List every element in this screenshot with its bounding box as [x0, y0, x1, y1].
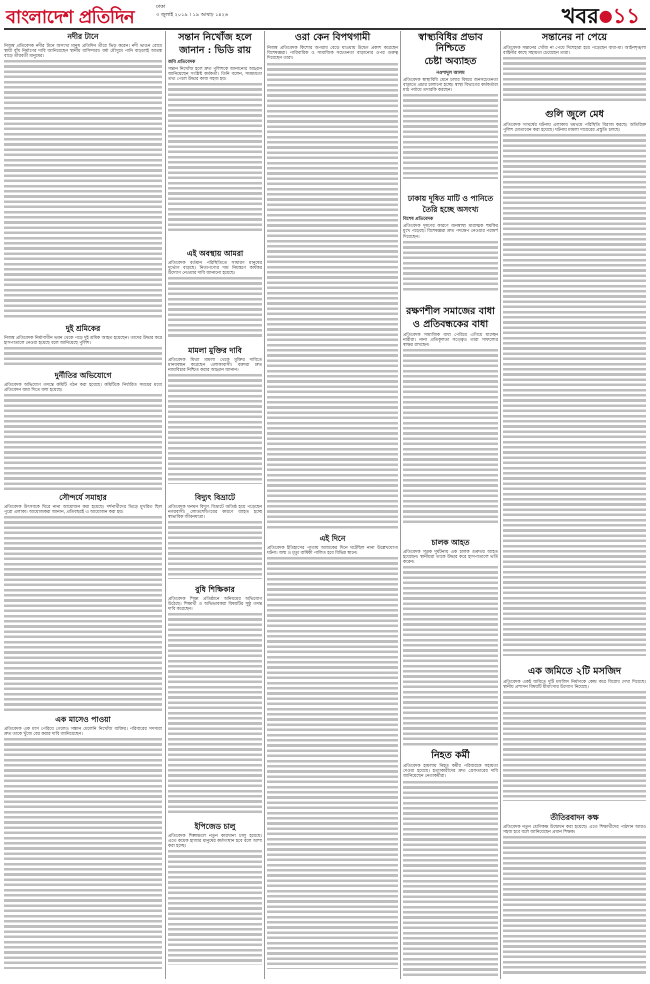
byline: নওশাদুল আলম [436, 70, 465, 76]
article-titir [503, 812, 646, 979]
column-divider [500, 31, 501, 979]
article-body: নিজস্ব প্রতিবেদক নির্মাণাধীন ভবন থেকে পড়ে দুই শ্রমিক আহত হয়েছেন। তাদের উদ্ধার করে হাসপাতালে নেওয়া হয়েছে বলে জানিয়েছে পুলিশ। [4, 335, 162, 346]
column-3 [267, 31, 398, 979]
headline: গুলি জুলে মেধ [545, 109, 604, 120]
body-text-block [403, 566, 498, 746]
subheadline: চেষ্টা অব্যাহত [424, 55, 477, 67]
masthead [0, 0, 650, 28]
headline: ওরা কেন বিপথগামী [294, 32, 371, 43]
article-dui-sramik [4, 323, 162, 368]
headline: সৌন্দর্যে সমাহার [59, 493, 107, 502]
body-text-block [267, 63, 398, 531]
article-body: নিজস্ব প্রতিবেদক কিশোর অপরাধ বেড়ে যাওয়ায় উদ্বেগ প্রকাশ করেছেন বিশেষজ্ঞরা। পারিবারিক ও সামাজিক সচেতনতা বাড়ানোর ওপর গুরুত্ব দিয়েছেন তারা। [267, 45, 398, 62]
byline: বিশেষ প্রতিবেদক [403, 217, 434, 223]
article-chalak [403, 537, 498, 747]
headline: সন্তানের না পেয়ে [541, 32, 608, 43]
body-text-block [4, 347, 162, 368]
body-text-block [503, 836, 646, 976]
article-sthaniyoder [403, 31, 498, 191]
article-santan-nikhonj [168, 31, 262, 246]
column-5 [503, 31, 646, 979]
column-1 [4, 31, 162, 979]
article-bonder-biruddhe [4, 370, 162, 490]
article-guli-jhulon [503, 108, 646, 663]
column-4 [403, 31, 498, 979]
article-ei-dine [267, 533, 398, 975]
headline: সন্তান নিখোঁজ হলে [178, 32, 252, 43]
article-body: প্রতিবেদক উৎসবকে ঘিরে নানা আয়োজন করা হয়েছে। দর্শনার্থীদের ভিড়ে মুখরিত ছিল পুরো এলাকা। আয়োজকরা জানান, প্রতিবছরই এ আয়োজন করা হয়। [4, 504, 162, 515]
headline: এই অবস্থায় আমরা [186, 249, 244, 258]
body-text-block [503, 57, 646, 101]
headline: দুই শ্রমিকের [65, 324, 101, 333]
headline: স্বাস্থ্যবিধির প্রভাব নিশ্চিতে [418, 32, 483, 54]
headline: এক জমিতে ২টি মসজিদ [527, 666, 622, 677]
headline: চালক আহত [431, 538, 470, 547]
body-text-block [267, 557, 398, 969]
body-text-block [4, 60, 162, 318]
body-text-block [403, 781, 498, 976]
article-dhaka-doshe [403, 193, 498, 303]
headline: তীতিরবাদন কক্ষ [550, 813, 599, 822]
body-text-block [403, 241, 498, 291]
article-body: প্রতিবেদক শিক্ষা প্রতিষ্ঠানে অনিয়মের অভিযোগ উঠেছে। শিক্ষার্থী ও অভিভাবকরা বিষয়টির সুষ্ঠু তদন্ত দাবি করেছেন। [168, 596, 262, 613]
article-body: প্রতিবেদক সংঘর্ষের ঘটনায় এলাকায় থমথমে পরিস্থিতি বিরাজ করছে। অতিরিক্ত পুলিশ মোতায়েন করা হয়েছে। ঘটনায় মামলা দায়েরের প্রস্তুতি চলছে। [503, 122, 646, 134]
subheadline: তৈরি হচ্ছে অসংখ্য [422, 204, 479, 214]
body-text-block [168, 374, 262, 484]
article-body: প্রতিবেদক একই জমিতে দুটি মসজিদ নির্মাণকে কেন্দ্র করে বিরোধ দেখা দিয়েছে। স্থানীয় প্রশাসন বিষয়টি মীমাংসার উদ্যোগ নিয়েছে। [503, 679, 646, 691]
article-ipn [168, 821, 262, 971]
body-text-block [4, 516, 162, 711]
headline: এক মাসেও পাওয়া [55, 715, 111, 724]
headline: ঢাকায় দূষিত মাটি ও পানিতে [407, 194, 494, 203]
article-mamla-mukti [168, 345, 262, 490]
article-body: প্রতিবেদক সামাজিক বাধা পেরিয়ে এগিয়ে যাচ্ছেন নারীরা। নানা প্রতিকূলতা সত্ত্বেও তারা সাফল্যের স্বাক্ষর রাখছেন। [403, 332, 498, 349]
issue-date: ৩ জুলাই ২০১৯ । ১৯ আষাঢ় ১৪২৬ [156, 12, 229, 18]
headline: নিহত কর্মী [431, 750, 470, 761]
article-body: সন্তান নিখোঁজ হলে দ্রুত পুলিশকে জানানোর আহ্বান জানিয়েছেন সংশ্লিষ্ট কর্মকর্তা। তিনি বলেন, সময়মতো তথ্য পেলে উদ্ধার কাজ সহজ হয়। [168, 66, 262, 83]
article-ek-mase [4, 714, 162, 969]
article-body: প্রতিবেদক সড়ক দুর্ঘটনায় এক চালক গুরুতর আহত হয়েছেন। স্থানীয়রা তাকে উদ্ধার করে হাসপাতালে ভর্তি করেন। [403, 549, 498, 566]
column-divider [165, 31, 166, 979]
body-text-block [503, 134, 646, 656]
article-nihoto-kormi [403, 749, 498, 979]
headline: এই দিনে [319, 534, 346, 543]
headline: ইপিজেড চালু [194, 822, 236, 831]
dot-icon: ● [598, 6, 613, 25]
body-text-block [503, 691, 646, 801]
body-text-block [4, 394, 162, 490]
article-bidyut [168, 492, 262, 582]
dateline [156, 3, 228, 19]
body-text-block [403, 349, 498, 524]
article-body: প্রতিবেদক মিথ্যা মামলা থেকে মুক্তির দাবিতে মানববন্ধন করেছেন এলাকাবাসী। বক্তারা দ্রুত ন্যায়বিচার নিশ্চিত করার আহ্বান জানান। [168, 357, 262, 374]
headline: রক্ষণশীল সমাজের বাধা [406, 306, 495, 317]
article-body: প্রতিবেদক দূষণের কারণে জনস্বাস্থ্য মারাত্মক হুমকির মুখে পড়েছে। বিশেষজ্ঞরা দ্রুত পদক্ষেপ নেওয়ার পরামর্শ দিয়েছেন। [403, 224, 498, 240]
headline: নদীর টানে [67, 32, 99, 41]
edition-label: ঢাকা [156, 4, 166, 10]
article-body: প্রতিবেদক বর্তমান পরিস্থিতিতে সাধারণ মানুষের দুর্ভোগ বাড়ছে। নিত্যপণ্যের দাম নিয়ন্ত্রণে কার্যকর উদ্যোগ নেওয়ার দাবি জানানো হয়েছে। [168, 260, 262, 277]
column-divider [264, 31, 265, 979]
article-body: প্রতিবেদক হামলায় নিহত কর্মীর পরিবারকে সহায়তা দেওয়া হয়েছে। হত্যাকারীদের দ্রুত গ্রেফতারের দাবি জানিয়েছেন নেতাকর্মীরা। [403, 763, 498, 780]
body-text-block [168, 850, 262, 965]
article-budhi [168, 584, 262, 819]
body-text-block [4, 738, 162, 969]
section-title: খবর [561, 3, 599, 28]
headline: মামলা মুক্তির দাবি [188, 346, 242, 355]
headline: বিদ্যুৎ বিভ্রাটে [194, 493, 236, 502]
article-body: প্রতিবেদক ইতিহাসের পাতায় আজকের দিনে ঘটেছিল নানা উল্লেখযোগ্য ঘটনা। জন্ম ও মৃত্যু বার্ষিকী পালিত হবে বিভিন্ন স্থানে। [267, 545, 398, 556]
article-body: প্রতিবেদক শিল্পাঞ্চলে নতুন কারখানা চালু হয়েছে। এতে কয়েক হাজার মানুষের কর্মসংস্থান হবে বলে আশা করা হচ্ছে। [168, 833, 262, 850]
article-body: নিজস্ব প্রতিবেদক নদীর টানে অসংখ্য মানুষ প্রতিদিন তীরে ভিড় করেন। নদী ভাঙন রোধে স্থায়ী বাঁধ নির্মাণের দাবি জানিয়েছেন স্থানীয় বাসিন্দারা। বর্ষা মৌসুমে পানি বাড়লেই আতঙ্ক বাড়ে তীরবর্তী মানুষের। [4, 43, 162, 60]
article-sampuran [4, 492, 162, 712]
subheadline: ও প্রতিবন্ধকের বাধা [412, 318, 489, 330]
article-body: প্রতিবেদক নতুন শ্রেণিকক্ষ উদ্বোধন করা হয়েছে। এতে শিক্ষার্থীদের পাঠদান আরও সহজ হবে বলে জানিয়েছেন প্রধান শিক্ষক। [503, 824, 646, 835]
body-text-block [168, 277, 262, 337]
byline: জবি প্রতিবেদক [168, 59, 196, 65]
masthead-rule [4, 28, 646, 30]
article-body: প্রতিবেদক স্বাস্থ্যবিধি মেনে চলার বিষয়ে জনসচেতনতা বাড়াতে প্রচার চালানো হচ্ছে। স্বাস্থ্য বিভাগের কর্মকর্তারা মাঠ পর্যায়ে তদারকি করছেন। [403, 77, 498, 94]
article-body: প্রতিবেদক ঘনঘন বিদ্যুৎ বিভ্রাটে অতিষ্ঠ হয়ে পড়েছেন নগরবাসী। লোডশেডিংয়ের কারণে ব্যাহত হচ্ছে স্বাভাবিক জীবনযাত্রা। [168, 504, 262, 521]
subheadline: জানান : ভিডি রায় [179, 44, 251, 56]
article-body: প্রতিবেদক অভিযোগ তদন্তে কমিটি গঠন করা হয়েছে। কমিটিকে নির্ধারিত সময়ের মধ্যে প্রতিবেদন জমা দিতে বলা হয়েছে। [4, 382, 162, 393]
article-rakshaniyer [403, 305, 498, 535]
body-text-block [168, 613, 262, 813]
body-text-block [403, 94, 498, 179]
article-body: প্রতিবেদক এক মাস পেরিয়ে গেলেও সন্ধান মেলেনি নিখোঁজ ব্যক্তির। পরিবারের সদস্যরা দ্রুত তাকে খুঁজে বের করার দাবি জানিয়েছেন। [4, 726, 162, 737]
body-text-block [168, 83, 262, 233]
article-ei-obosthay [168, 248, 262, 343]
article-nodir-tane [4, 31, 162, 321]
page-number: ১১ [612, 3, 640, 28]
article-ek-jomi [503, 665, 646, 810]
body-text-block [168, 521, 262, 579]
article-body: প্রতিবেদক সন্তানের খোঁজ না পেয়ে দিশেহারা হয়ে পড়েছেন বাবা-মা। আইনশৃঙ্খলা বাহিনীর কাছে সহায়তা চেয়েছেন তারা। [503, 45, 646, 57]
column-2 [168, 31, 262, 979]
headline: দুর্নীতির অভিযোগে [54, 371, 112, 380]
article-ora-keno [267, 31, 398, 531]
article-santaner-pete [503, 31, 646, 106]
headline: বুধি শিক্ষিকার [195, 585, 235, 594]
column-divider [400, 31, 401, 979]
newspaper-logo: বাংলাদেশ প্রতিদিন [6, 7, 135, 28]
